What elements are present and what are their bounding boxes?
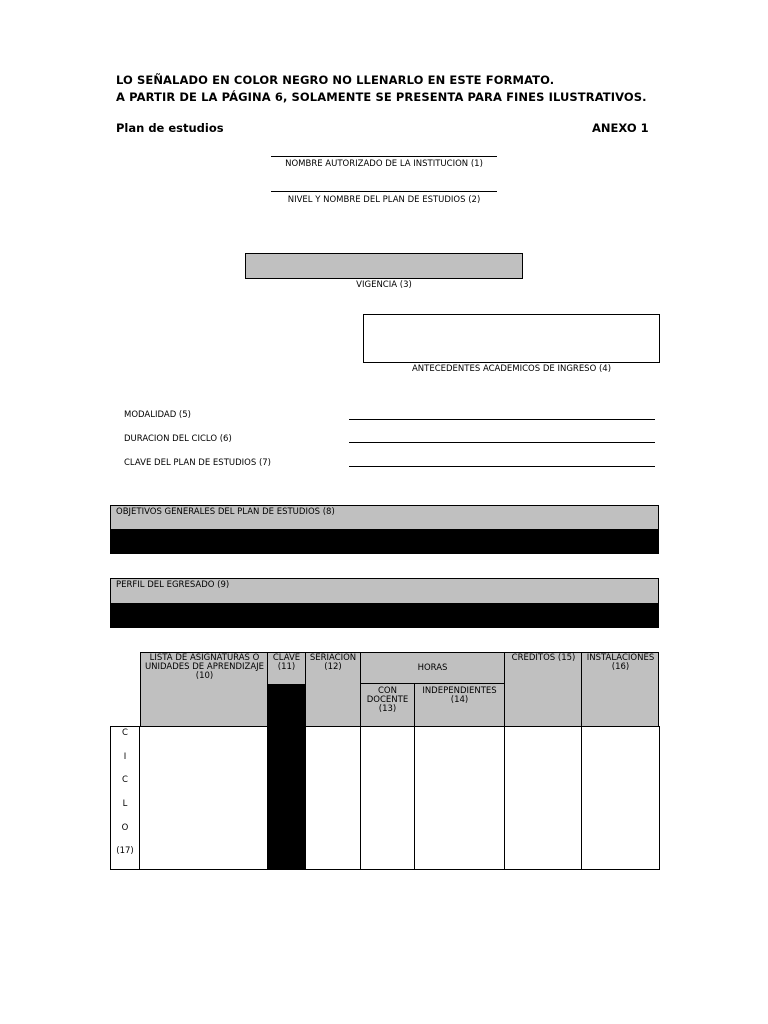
clave-plan-label: CLAVE DEL PLAN DE ESTUDIOS (7) bbox=[124, 458, 271, 468]
horas-subdivider bbox=[361, 683, 504, 684]
duracion-label: DURACION DEL CICLO (6) bbox=[124, 434, 232, 444]
clave-plan-line[interactable] bbox=[349, 466, 655, 467]
creditos-header: CREDITOS (15) bbox=[511, 653, 576, 663]
duracion-line[interactable] bbox=[349, 442, 655, 443]
lista-header: LISTA DE ASIGNATURAS O UNIDADES DE APRENDIZAJE (10) bbox=[144, 653, 265, 681]
seriacion-header: SERIACION (12) bbox=[309, 653, 357, 672]
vigencia-label: VIGENCIA (3) bbox=[356, 280, 412, 290]
ciclo-letter-2: I bbox=[123, 752, 127, 762]
ciclo-letter-4: L bbox=[122, 799, 128, 809]
institution-label: NOMBRE AUTORIZADO DE LA INSTITUCION (1) bbox=[285, 159, 483, 169]
instalaciones-header: INSTALACIONES (16) bbox=[586, 653, 655, 672]
perfil-label: PERFIL DEL EGRESADO (9) bbox=[116, 580, 230, 590]
level-name-line[interactable] bbox=[271, 191, 497, 192]
notice-line-2: A PARTIR DE LA PÁGINA 6, SOLAMENTE SE PRESENTA PARA FINES ILUSTRATIVOS. bbox=[116, 90, 647, 104]
ciclo-letter-3: C bbox=[122, 775, 128, 785]
modalidad-label: MODALIDAD (5) bbox=[124, 410, 191, 420]
level-name-label: NIVEL Y NOMBRE DEL PLAN DE ESTUDIOS (2) bbox=[287, 195, 481, 205]
objetivos-blocked bbox=[110, 529, 659, 554]
antecedentes-label: ANTECEDENTES ACADEMICOS DE INGRESO (4) bbox=[411, 364, 612, 374]
independientes-header: INDEPENDIENTES (14) bbox=[422, 686, 497, 705]
ciclo-letter-5: O bbox=[121, 823, 129, 833]
perfil-blocked bbox=[110, 603, 659, 628]
ciclo-letter-1: C bbox=[122, 728, 128, 738]
table-body[interactable] bbox=[110, 726, 660, 870]
antecedentes-box[interactable] bbox=[363, 314, 660, 363]
plan-title: Plan de estudios bbox=[116, 121, 224, 135]
clave-header: CLAVE (11) bbox=[272, 653, 301, 672]
notice-line-1: LO SEÑALADO EN COLOR NEGRO NO LLENARLO EN ESTE FORMATO. bbox=[116, 73, 555, 87]
modalidad-line[interactable] bbox=[349, 419, 655, 420]
institution-line[interactable] bbox=[271, 156, 497, 157]
con-docente-header: CON DOCENTE (13) bbox=[366, 686, 409, 714]
ciclo-number: (17) bbox=[116, 846, 134, 856]
annex-label: ANEXO 1 bbox=[592, 121, 649, 135]
asignaturas-table bbox=[110, 652, 660, 870]
objetivos-header bbox=[110, 505, 659, 530]
horas-header: HORAS bbox=[417, 663, 448, 673]
objetivos-label: OBJETIVOS GENERALES DEL PLAN DE ESTUDIOS (8) bbox=[116, 507, 335, 517]
vigencia-box bbox=[245, 253, 523, 279]
perfil-header bbox=[110, 578, 659, 604]
